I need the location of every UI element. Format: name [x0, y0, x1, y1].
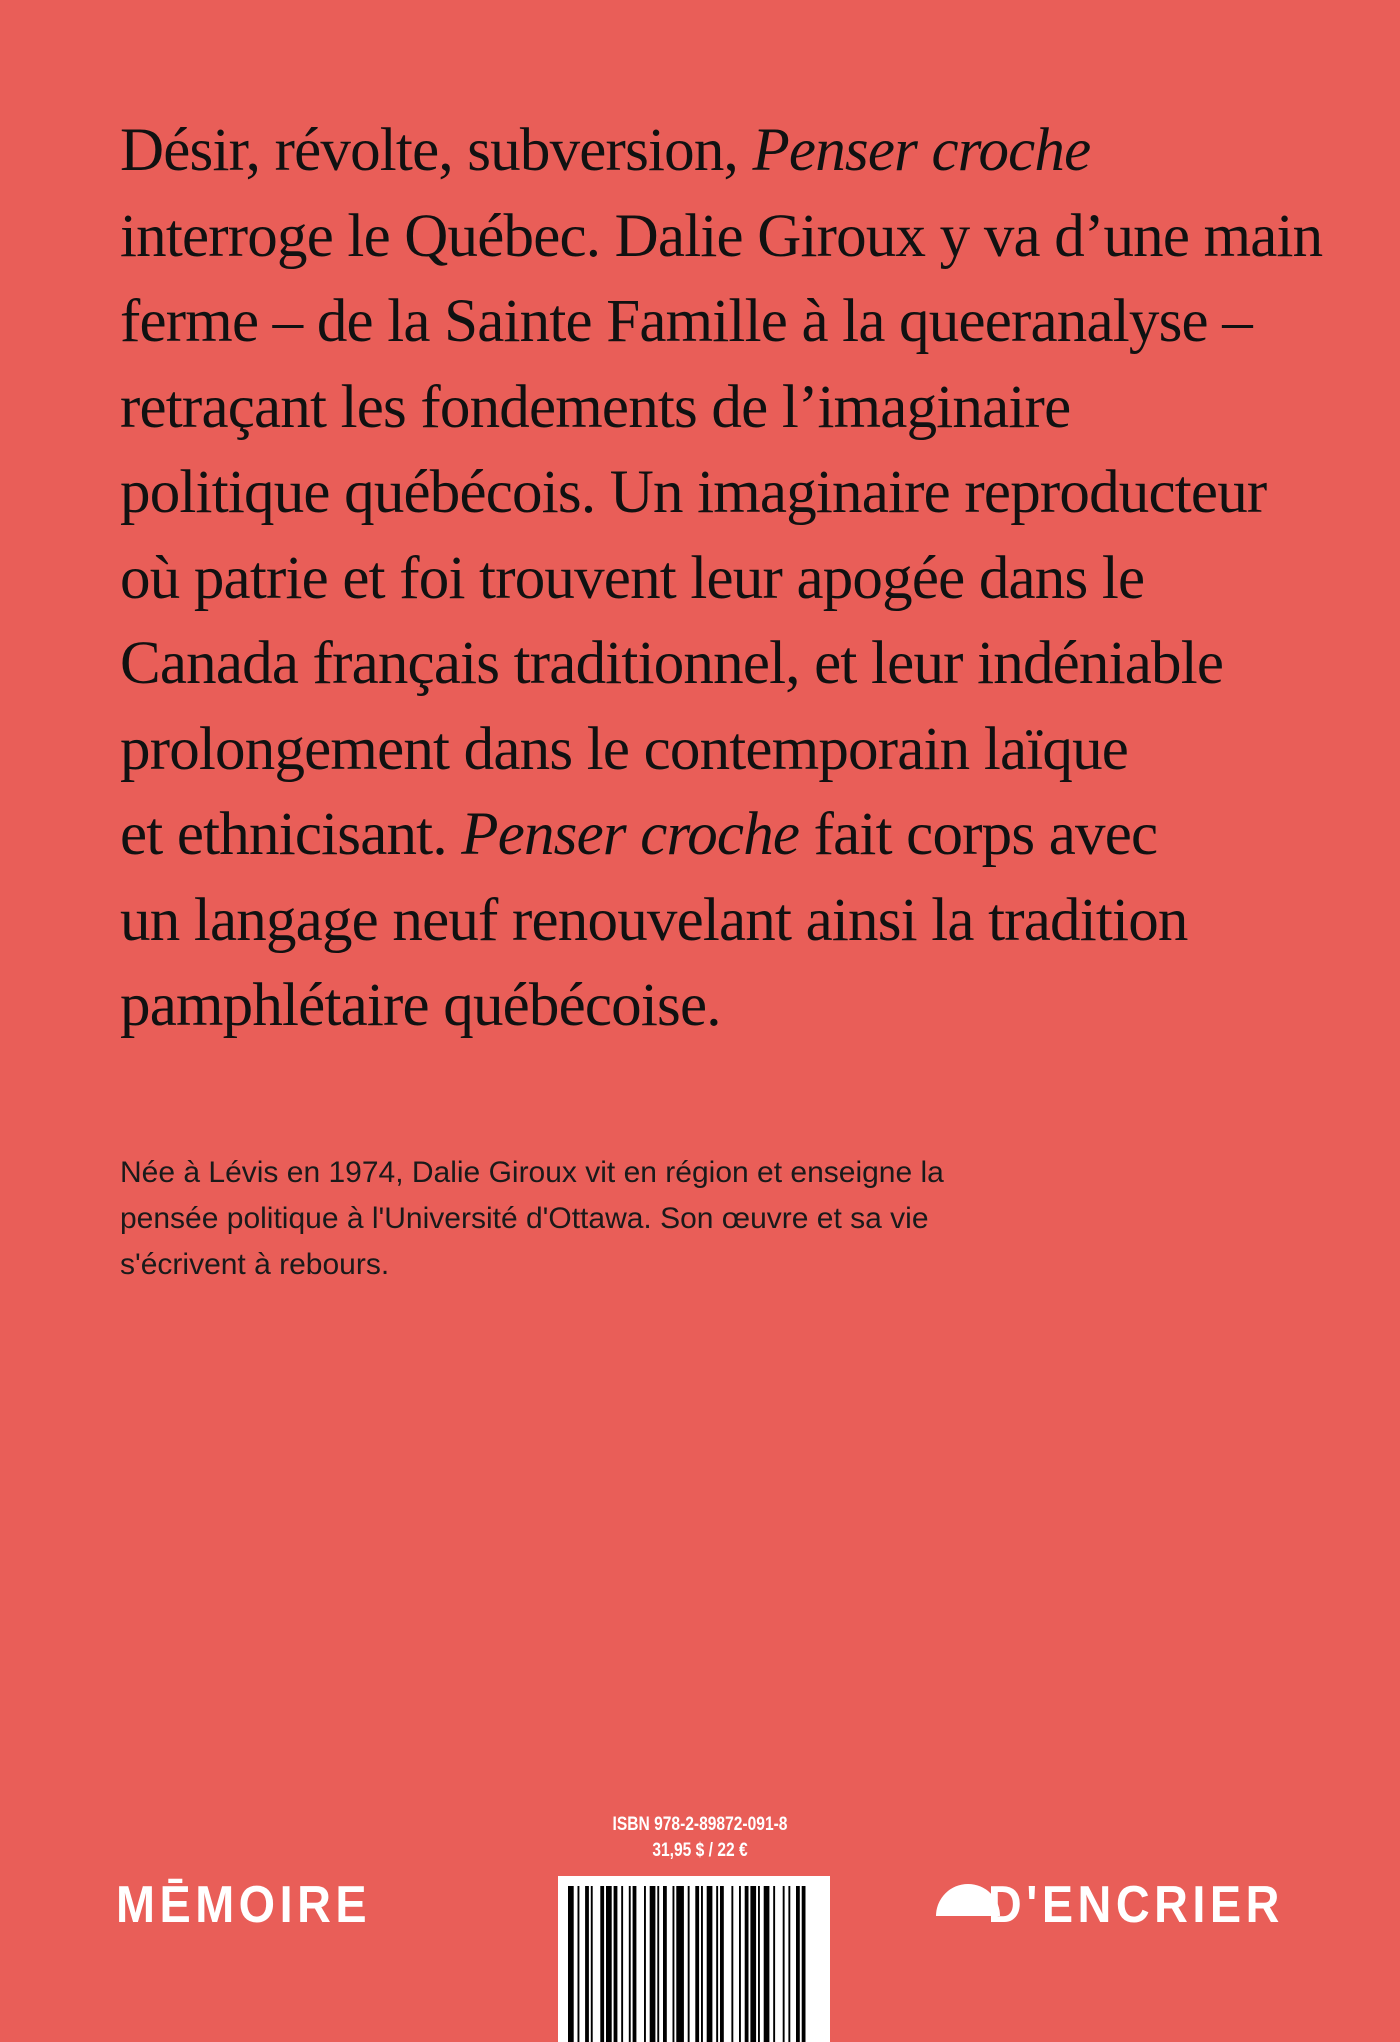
blurb-line [120, 792, 1340, 878]
barcode-bar [600, 1886, 604, 2042]
blurb-text: Désir, révolte, subversion, [120, 117, 753, 184]
barcode-bar [676, 1886, 684, 2042]
blurb-line: un langage neuf renouvelant ainsi la tradition [120, 886, 1188, 954]
book-blurb [120, 108, 1340, 1049]
author-bio [120, 1150, 1120, 1288]
blurb-line: où patrie et foi trouvent leur apogée dans le [120, 544, 1145, 612]
barcode-bar [568, 1886, 574, 2042]
blurb-line: politique québécois. Un imaginaire reproducteur [120, 459, 1267, 526]
barcode-bar [629, 1886, 631, 2042]
barcode-bar [750, 1886, 756, 2042]
bio-line: pensée politique à l'Université d'Ottawa. Son œuvre et sa vie [120, 1202, 929, 1235]
barcode-bar [758, 1886, 760, 2042]
blurb-line [120, 108, 1340, 194]
barcode-bar [614, 1886, 618, 2042]
barcode-bar [788, 1886, 790, 2042]
barcode-bar [591, 1886, 593, 2042]
barcode-bar [644, 1886, 646, 2042]
blurb-line: ferme – de la Sainte Famille à la queeranalyse – [120, 288, 1252, 355]
barcode-bar [796, 1886, 800, 2042]
barcode-bar [701, 1886, 703, 2042]
blurb-title-italic: Penser croche [461, 801, 800, 868]
blurb-title-italic: Penser croche [752, 117, 1091, 184]
isbn-price-block [585, 1812, 815, 1864]
barcode-bar [783, 1886, 785, 2042]
blurb-line: pamphlétaire québécoise. [120, 972, 721, 1039]
barcode-bar [688, 1886, 690, 2042]
barcode-bar [764, 1886, 770, 2042]
barcode-bar [621, 1886, 623, 2042]
blurb-line: Canada français traditionnel, et leur indéniable [120, 630, 1224, 697]
barcode-bar [707, 1886, 713, 2042]
barcode-bar [716, 1886, 718, 2042]
barcode-bar [695, 1886, 699, 2042]
barcode-bar [773, 1886, 775, 2042]
barcode-bar [578, 1886, 580, 2042]
blurb-line: prolongement dans le contemporain laïque [120, 715, 1129, 783]
isbn-number: ISBN 978-2-89872-091-8 [612, 1814, 788, 1835]
barcode-bar [745, 1886, 749, 2042]
barcode-bar [802, 1886, 806, 2042]
barcode-bar [720, 1886, 724, 2042]
barcode-bar [585, 1886, 589, 2042]
blurb-line: interroge le Québec. Dalie Giroux y va d’une main [120, 202, 1323, 270]
barcode-bar [606, 1886, 612, 2042]
blurb-text: fait corps avec [799, 801, 1158, 868]
bio-line: Née à Lévis en 1974, Dalie Giroux vit en région et enseigne la [120, 1156, 944, 1189]
publisher-wordmark-right: D'ENCRIER [987, 1876, 1284, 1934]
barcode-bar [731, 1886, 733, 2042]
barcode-bar [739, 1886, 741, 2042]
publisher-wordmark-left: MĒMOIRE [116, 1876, 372, 1934]
bio-line: s'écrivent à rebours. [120, 1248, 390, 1281]
blurb-line: retraçant les fondements de l’imaginaire [120, 373, 1071, 441]
barcode [558, 1876, 830, 2042]
price: 31,95 $ / 22 € [652, 1840, 748, 1861]
barcode-bar [633, 1886, 637, 2042]
barcode-bar [663, 1886, 667, 2042]
barcode-bar [673, 1886, 675, 2042]
blurb-text: et ethnicisant. [120, 801, 462, 868]
barcode-bar [657, 1886, 659, 2042]
barcode-bar [650, 1886, 656, 2042]
